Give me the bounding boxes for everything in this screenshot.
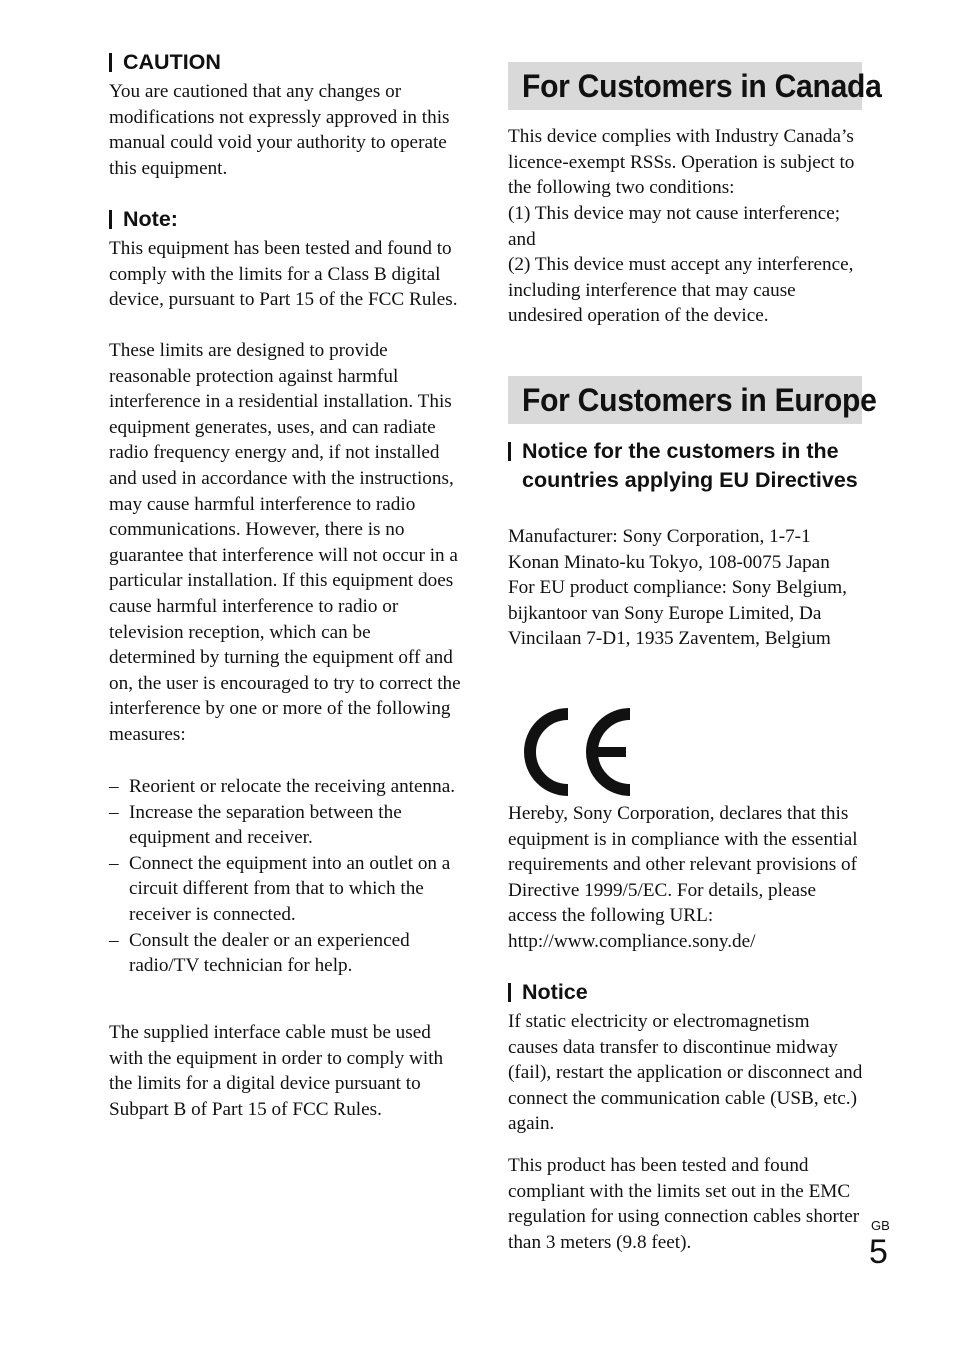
declaration-url[interactable]: http://www.compliance.sony.de/ [508, 930, 756, 952]
europe-section-title: For Customers in Europe [508, 376, 862, 424]
measures-list [109, 774, 461, 979]
notice-heading: Notice [508, 978, 858, 1007]
dash-marker: – [109, 929, 119, 951]
notice-text: If static electricity or electromagnetism causes data transfer to discontinue midway (fail), restart the application or disconnect and connect the communication cable (USB, etc.) again. [508, 1011, 863, 1135]
declaration-block [508, 801, 864, 955]
heading-bar-icon [109, 210, 112, 229]
list-item: – Consult the dealer or an experienced radio/TV technician for help. [109, 929, 410, 977]
manufacturer-text: Manufacturer: Sony Corporation, 1-7-1 Konan Minato-ku Tokyo, 108-0075 Japan [508, 526, 830, 573]
ce-mark-icon [516, 708, 636, 796]
canada-text: This device complies with Industry Canada’s licence-exempt RSSs. Operation is subject to the following two conditions: [508, 126, 855, 199]
heading-bar-icon [508, 983, 511, 1002]
emc-text: This product has been tested and found compliant with the limits set out in the EMC regulation for using connection cables shorter than 3 meters (9.8 feet). [508, 1155, 860, 1253]
ce-mark-logo [516, 708, 636, 796]
list-item: – Reorient or relocate the receiving antenna. [109, 774, 461, 800]
dash-marker: – [109, 801, 119, 823]
eu-compliance-text: For EU product compliance: Sony Belgium, bijkantoor van Sony Europe Limited, Da Vincilaan 7-D1, 1935 Zaventem, Belgium [508, 577, 847, 650]
region-code: GB [871, 1218, 890, 1233]
heading-bar-icon [109, 53, 112, 72]
dash-marker: – [109, 852, 119, 874]
heading-bar-icon [508, 442, 511, 461]
canada-condition-1: (1) This device may not cause interference; and [508, 203, 841, 250]
note-heading: Note: [109, 205, 461, 234]
cable-paragraph: The supplied interface cable must be used with the equipment in order to comply with the limits for a digital device pursuant to Subpart B of Part 15 of FCC Rules. [109, 1022, 444, 1120]
dash-marker: – [109, 776, 119, 797]
caution-text: You are cautioned that any changes or modifications not expressly approved in this manual could void your authority to operate this equipment. [109, 81, 450, 179]
canada-condition-2: (2) This device must accept any interference, including interference that may cause undesired operation of the device. [508, 254, 854, 327]
eu-notice-heading: Notice for the customers in the countries applying EU Directives [508, 437, 858, 495]
list-item: – Increase the separation between the equipment and receiver. [109, 801, 402, 849]
page-number: 5 [869, 1233, 888, 1271]
canada-section-title: For Customers in Canada [508, 62, 862, 110]
list-item: – Connect the equipment into an outlet on a circuit different from that to which the receiver is connected. [109, 852, 451, 925]
declaration-text: Hereby, Sony Corporation, declares that this equipment is in compliance with the essential requirements and other relevant provisions of Directive 1999/5/EC. For details, please access the following URL: [508, 803, 858, 927]
note-paragraph-2: These limits are designed to provide reasonable protection against harmful interference in a residential installation. This equipment generates, uses, and can radiate radio frequency energy and, if not installed and used in accordance with the instructions, may cause harmful interference to radio communications. However, there is no guarantee that interference will not occur in a particular installation. If this equipment does cause harmful interference to radio or television reception, which can be determined by turning the equipment off and on, the user is encouraged to try to correct the interference by one or more of the following measures: [109, 340, 461, 745]
caution-heading: CAUTION [109, 48, 461, 77]
note-paragraph-1: This equipment has been tested and found to comply with the limits for a Class B digital device, pursuant to Part 15 of the FCC Rules. [109, 238, 458, 311]
